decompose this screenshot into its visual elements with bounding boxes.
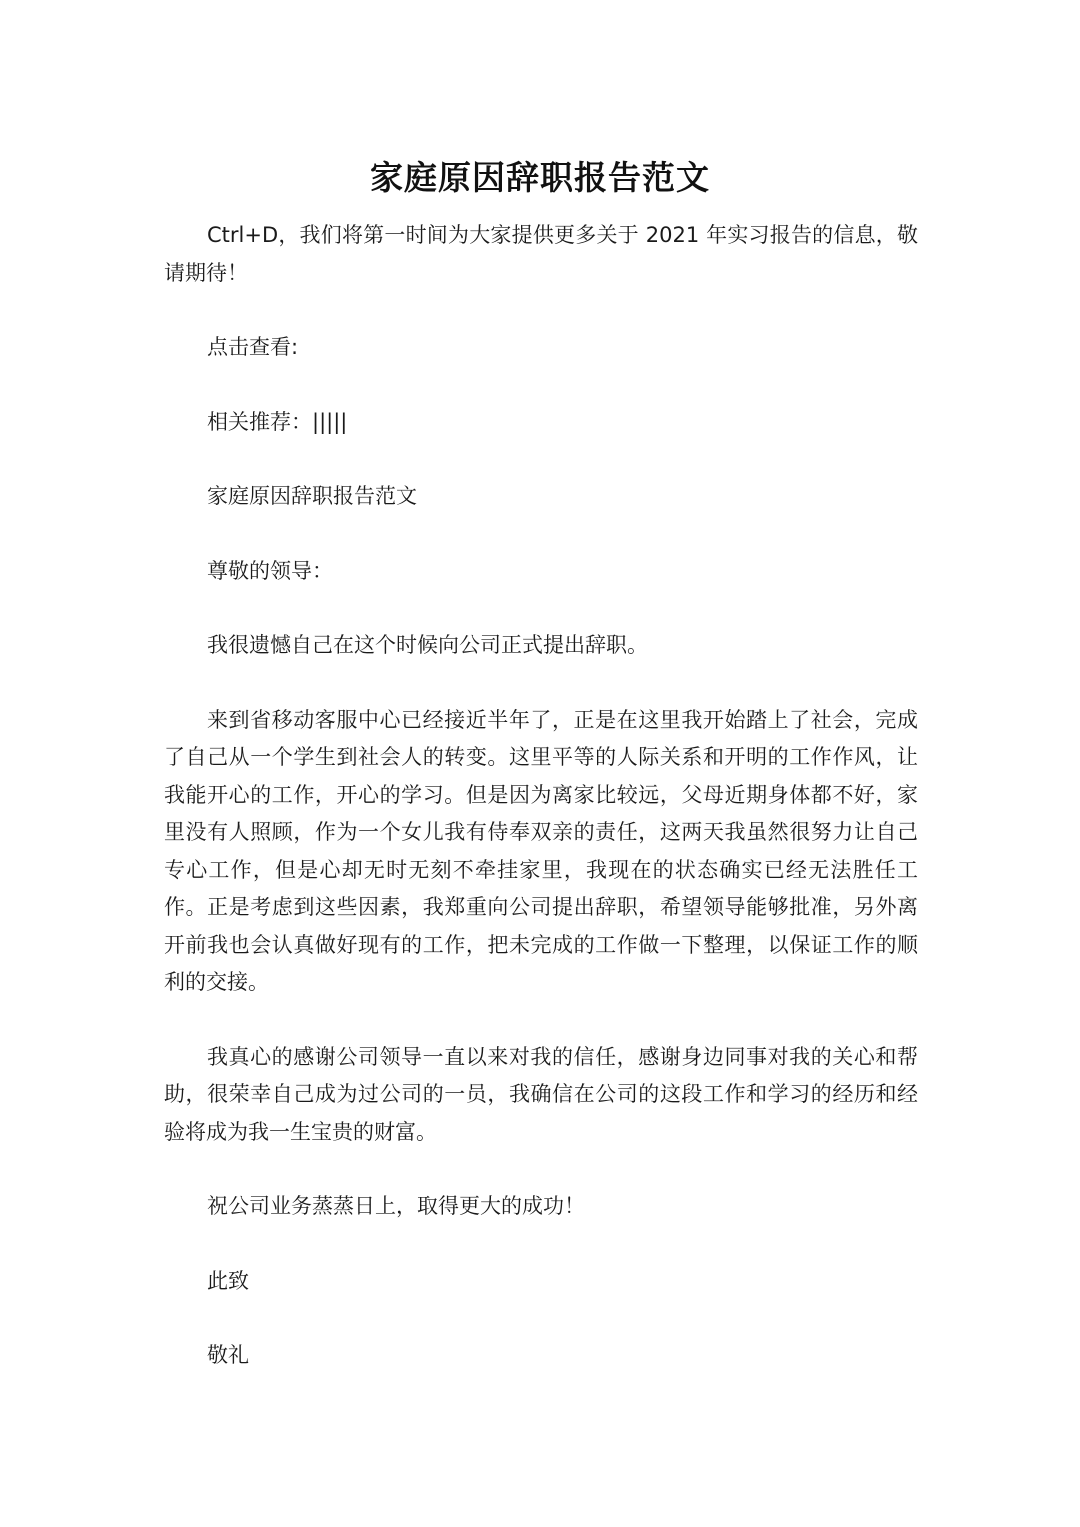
- paragraph-2: 来到省移动客服中心已经接近半年了，正是在这里我开始踏上了社会，完成了自己从一个学生到社会人的转变。这里平等的人际关系和开明的工作作风，让我能开心的工作，开心的学习。但是因为离家比较远，父母近期身体都不好，家里没有人照顾，作为一个女儿我有侍奉双亲的责任，这两天我虽然很努力让自己专心工作，但是心却无时无刻不牵挂家里，我现在的状态确实已经无法胜任工作。正是考虑到这些因素，我郑重向公司提出辞职，希望领导能够批准，另外离开前我也会认真做好现有的工作，把未完成的工作做一下整理，以保证工作的顺利的交接。: [164, 707, 918, 994]
- paragraph-4: 祝公司业务蒸蒸日上，取得更大的成功！: [207, 1194, 585, 1218]
- paragraph-gap: [164, 590, 918, 627]
- paragraph-gap: [164, 1300, 918, 1337]
- paragraph-gap: [164, 1002, 918, 1039]
- closing-line-1: 此致: [207, 1268, 249, 1293]
- intro-paragraph: Ctrl+D，我们将第一时间为大家提供更多关于 2021 年实习报告的信息，敬请期待！: [164, 223, 918, 285]
- paragraph-gap: [164, 1226, 918, 1263]
- paragraph-gap: [164, 516, 918, 553]
- paragraph-3: 我真心的感谢公司领导一直以来对我的信任，感谢身边同事对我的关心和帮助，很荣幸自己成为过公司的一员，我确信在公司的这段工作和学习的经历和经验将成为我一生宝贵的财富。: [164, 1044, 918, 1144]
- letter-salutation: 尊敬的领导：: [207, 558, 333, 583]
- paragraph-1: 我很遗憾自己在这个时候向公司正式提出辞职。: [207, 633, 648, 657]
- paragraph-gap: [164, 441, 918, 478]
- document-body: [164, 217, 918, 1375]
- click-view-line: 点击查看:: [207, 335, 299, 359]
- paragraph-gap: [164, 367, 918, 404]
- paragraph-gap: [164, 665, 918, 702]
- closing-line-2: 敬礼: [207, 1343, 249, 1367]
- paragraph-gap: [164, 1151, 918, 1188]
- document-title: 家庭原因辞职报告范文: [370, 158, 710, 197]
- paragraph-gap: [164, 292, 918, 329]
- letter-subtitle: 家庭原因辞职报告范文: [207, 484, 417, 508]
- related-recommendations: 相关推荐：|||||: [207, 409, 348, 434]
